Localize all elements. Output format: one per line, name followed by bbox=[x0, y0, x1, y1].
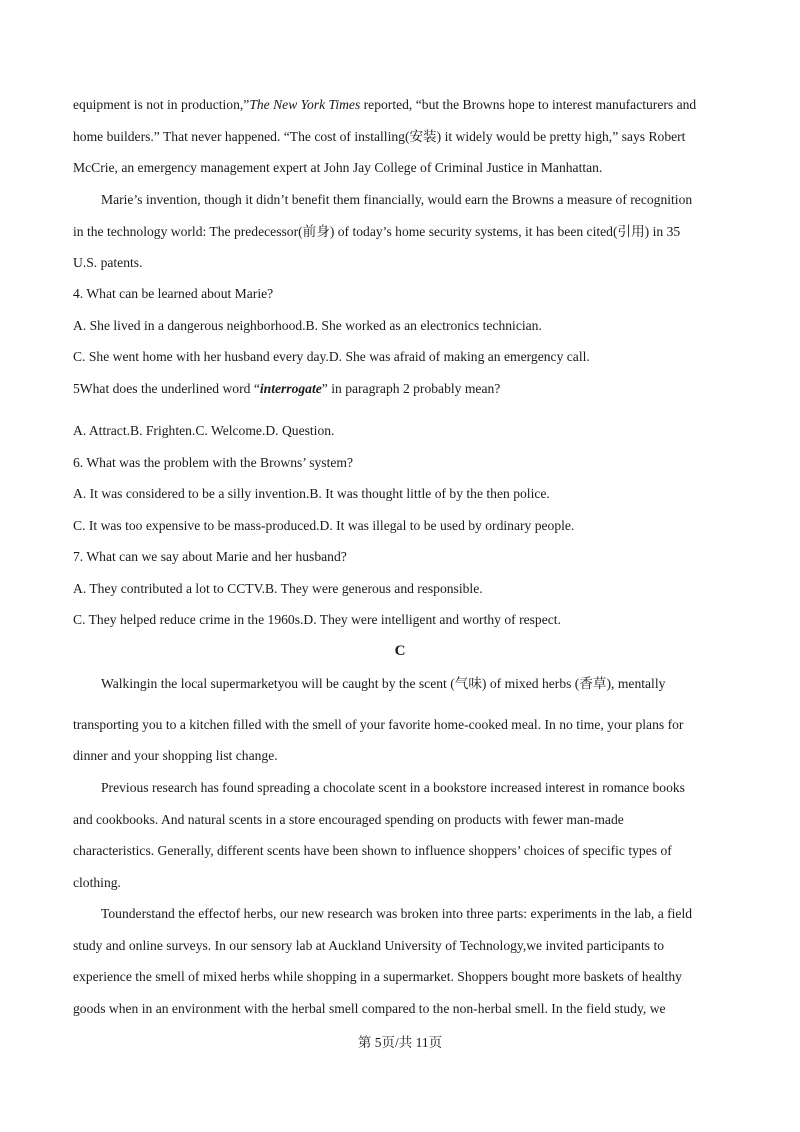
text-span: reported, “but the Browns hope to interest manufacturers and bbox=[360, 97, 697, 112]
newspaper-title: The New York Times bbox=[249, 97, 361, 112]
text-line: goods when in an environment with the herbal smell compared to the non-herbal smell. In the field study, we bbox=[73, 1001, 666, 1016]
text-line: characteristics. Generally, different scents have been shown to influence shoppers’ choices of specific types of bbox=[73, 843, 672, 858]
text-line bbox=[73, 95, 728, 115]
text-span: equipment is not in production,” bbox=[73, 97, 250, 112]
text-line: Tounderstand the effectof herbs, our new research was broken into three parts: experiments in the lab, a field bbox=[101, 906, 693, 921]
underlined-word: interrogate bbox=[259, 381, 322, 396]
text-line: McCrie, an emergency management expert at John Jay College of Criminal Justice in Manhattan. bbox=[73, 160, 603, 175]
text-line: study and online surveys. In our sensory lab at Auckland University of Technology,we invited participants to bbox=[73, 938, 665, 953]
question-6-options: A. It was considered to be a silly invention.B. It was thought little of by the then police. bbox=[73, 486, 550, 501]
text-line: Marie’s invention, though it didn’t benefit them financially, would earn the Browns a measure of recognition bbox=[101, 192, 693, 207]
text-line: Previous research has found spreading a chocolate scent in a bookstore increased interest in romance books bbox=[101, 780, 685, 795]
text-line: home builders.” That never happened. “The cost of installing(安装) it widely would be pretty high,” says Robert bbox=[73, 129, 686, 144]
question-4-options: C. She went home with her husband every day.D. She was afraid of making an emergency call. bbox=[73, 349, 590, 364]
question-6-options: C. It was too expensive to be mass-produced.D. It was illegal to be used by ordinary people. bbox=[73, 518, 575, 533]
text-line: dinner and your shopping list change. bbox=[73, 748, 278, 763]
text-line: in the technology world: The predecessor(前身) of today’s home security systems, it has been cited(引用) in 35 bbox=[73, 224, 681, 239]
question-4-options: A. She lived in a dangerous neighborhood.B. She worked as an electronics technician. bbox=[73, 318, 542, 333]
text-line: U.S. patents. bbox=[73, 255, 143, 270]
question-5-options: A. Attract.B. Frighten.C. Welcome.D. Question. bbox=[73, 423, 335, 438]
text-line: transporting you to a kitchen filled with the smell of your favorite home-cooked meal. In no time, your plans for bbox=[73, 717, 684, 732]
text-line: and cookbooks. And natural scents in a store encouraged spending on products with fewer man-made bbox=[73, 812, 624, 827]
question-4-stem: 4. What can be learned about Marie? bbox=[73, 286, 274, 301]
text-span: 5What does the underlined word “ bbox=[73, 381, 260, 396]
question-7-options: A. They contributed a lot to CCTV.B. They were generous and responsible. bbox=[73, 581, 483, 596]
question-7-stem: 7. What can we say about Marie and her husband? bbox=[73, 549, 347, 564]
question-5-stem bbox=[73, 379, 728, 399]
text-line: clothing. bbox=[73, 875, 121, 890]
text-line: Walkingin the local supermarketyou will be caught by the scent (气味) of mixed herbs (香草), mentally bbox=[101, 676, 666, 691]
question-7-options: C. They helped reduce crime in the 1960s.D. They were intelligent and worthy of respect. bbox=[73, 612, 561, 627]
text-line: experience the smell of mixed herbs while shopping in a supermarket. Shoppers bought more baskets of healthy bbox=[73, 969, 682, 984]
text-span: ” in paragraph 2 probably mean? bbox=[321, 381, 501, 396]
question-6-stem: 6. What was the problem with the Browns’ system? bbox=[73, 455, 354, 470]
page-number: 第 5页/共 11页 bbox=[357, 1035, 443, 1050]
section-heading: C bbox=[394, 643, 406, 659]
